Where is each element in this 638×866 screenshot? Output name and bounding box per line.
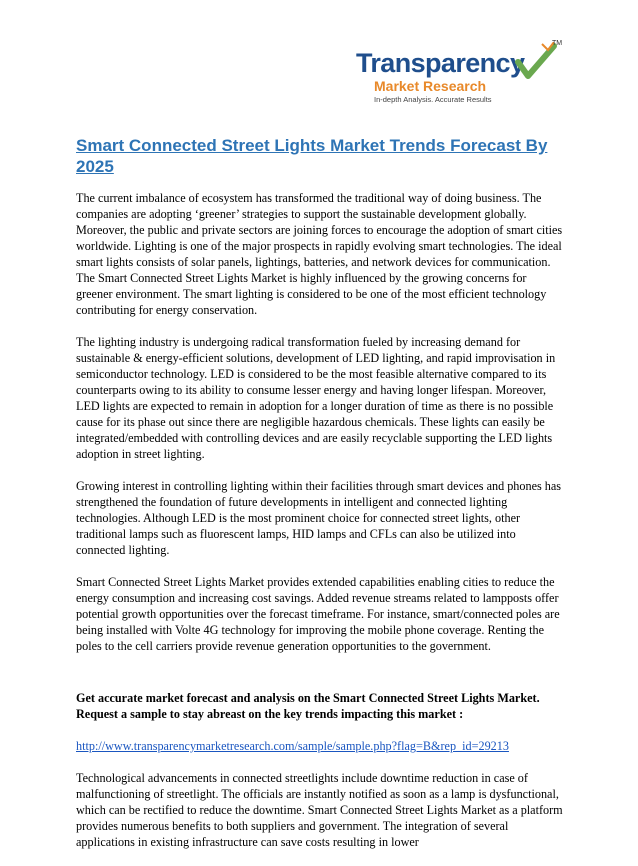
paragraph-intro: The current imbalance of ecosystem has transformed the traditional way of doing business. The companies are adopting ‘greener’ strategies to support the sustainable development globally. Moreover, the public and private sectors are joining forces to encourage the adoption of smart cities worldwide. Lighting is one of the major prospects in rapidly evolving smart technologies. The ideal smart lights consists of solar panels, lightings, batteries, and network devices for communication. The Smart Connected Street Lights Market is highly influenced by the growing concerns for greener environment. The smart lighting is considered to be one of the most efficient technology contributing for energy conservation. (76, 191, 563, 317)
logo-tagline: In-depth Analysis. Accurate Results (374, 95, 492, 104)
logo-subtitle: Market Research (374, 78, 487, 94)
paragraph-technology: Technological advancements in connected streetlights include downtime reduction in case of malfunctioning of streetlight. The officials are instantly notified as soon as a lamp is dysfunctional, which can be rectified to reduce the downtime. Smart Connected Street Lights Market as a platform provides numerous benefits to both suppliers and government. The integration of several applications in existing infrastructure can save costs resulting in lower (76, 771, 563, 849)
sample-request-link[interactable]: http://www.transparencymarketresearch.com/sample/sample.php?flag=B&rep_id=29213 (76, 739, 509, 753)
paragraph-revenue: Smart Connected Street Lights Market provides extended capabilities enabling cities to reduce the energy consumption and increasing cost savings. Added revenue streams related to lampposts offer potential growth opportunities over the forecast timeframe. For instance, smart/connected poles are being installed with Volte 4G technology for improving the mobile phone coverage. Renting the poles to the cell carriers provide revenue generation opportunities to the government. (76, 575, 560, 653)
logo-wordmark: Transparency (356, 48, 525, 78)
article-body (76, 190, 566, 866)
trademark-symbol: TM (552, 40, 563, 47)
paragraph-led: The lighting industry is undergoing radical transformation fueled by increasing demand for sustainable & energy-efficient solutions, development of LED lighting, and rapid improvisation in semiconductor technology. LED is considered to be the most feasible alternative compared to its counterparts owing to its ability to consume lesser energy and having longer lifespan. Moreover, LED lights are expected to remain in adoption for a longer duration of time as there is no possible cause for its phase out since there are negligible hazardous chemicals. These lights can easily be integrated/embedded with controlling devices and are easily recyclable supporting the LED lights adoption in street lighting. (76, 335, 556, 461)
checkmark-icon (514, 42, 558, 82)
spacer (76, 670, 566, 690)
company-logo (356, 40, 596, 120)
page-title: Smart Connected Street Lights Market Trends Forecast By 2025 (76, 136, 548, 176)
sample-request-text: Get accurate market forecast and analysis on the Smart Connected Street Lights Market. Request a sample to stay abreast on the key trends impacting this market : (76, 691, 540, 721)
paragraph-control: Growing interest in controlling lighting within their facilities through smart devices and phones has strengthened the foundation of future developments in intelligent and connected lighting technologies. Although LED is the most prominent choice for connected street lights, other traditional lamps such as fluorescent lamps, HID lamps and CFLs can also be utilized into connected lighting. (76, 479, 562, 557)
